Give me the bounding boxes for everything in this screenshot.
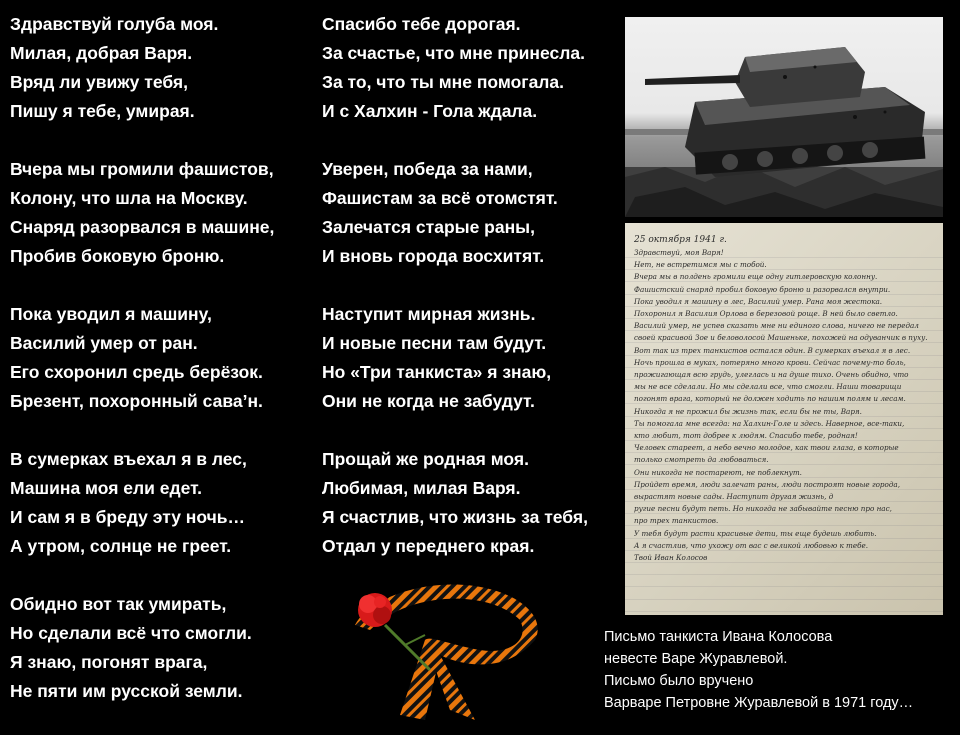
poem-line: А утром, солнце не греет. bbox=[10, 536, 232, 556]
poem-line: Его схоронил средь берёзок. bbox=[10, 362, 263, 382]
poem-line: Пока уводил я машину, bbox=[10, 304, 212, 324]
letter-line: Василий умер, не успев сказать мне ни единого слова, ничего не передал bbox=[634, 321, 919, 331]
poem-line: За то, что ты мне помогала. bbox=[322, 72, 565, 92]
letter-date: 25 октября 1941 г. bbox=[634, 235, 727, 245]
letter-line: ругие песни будут петь. Но никогда не забывайте песню про нас, bbox=[634, 504, 892, 514]
poem-line: Милая, добрая Варя. bbox=[10, 43, 193, 63]
caption-line: Письмо танкиста Ивана Колосова bbox=[604, 629, 833, 645]
letter-line: Нет, не встретимся мы с тобой. bbox=[634, 260, 767, 270]
letter-line: только смотреть да любоваться. bbox=[634, 455, 769, 465]
poem-line: Фашистам за всё отомстят. bbox=[322, 188, 558, 208]
st-george-ribbon-carnation bbox=[330, 580, 560, 720]
tank-photo bbox=[625, 17, 943, 217]
poem-line: Я счастлив, что жизнь за тебя, bbox=[322, 507, 588, 527]
letter-line: Вот так из трех танкистов остался один. В сумерках въехал я в лес. bbox=[634, 345, 911, 355]
poem-line: Наступит мирная жизнь. bbox=[322, 304, 536, 324]
poem-line: Отдал у переднего края. bbox=[322, 536, 535, 556]
poem-line: И вновь города восхитят. bbox=[322, 246, 545, 266]
poem-stanza bbox=[322, 10, 588, 126]
letter-line: Фашистский снаряд пробил боковую броню и разорвался внутри. bbox=[634, 284, 891, 294]
poem-line: Но сделали всё что смогли. bbox=[10, 623, 252, 643]
letter-line: Твой Иван Колосов bbox=[634, 553, 708, 563]
poem-line: И новые песни там будут. bbox=[322, 333, 547, 353]
poem-line: И сам я в бреду эту ночь… bbox=[10, 507, 246, 527]
letter-scan bbox=[625, 223, 943, 615]
letter-line: мы не все сделали. Но мы сделали все, что смогли. Наши товарищи bbox=[634, 382, 902, 392]
caption-line: Письмо было вручено bbox=[604, 673, 754, 689]
poem-line: Здравствуй голуба моя. bbox=[10, 14, 219, 34]
poem-line: Я знаю, погонят врага, bbox=[10, 652, 208, 672]
letter-line: про трех танкистов. bbox=[634, 516, 719, 526]
poem-line: Колону, что шла на Москву. bbox=[10, 188, 248, 208]
poem-line: Любимая, милая Варя. bbox=[322, 478, 521, 498]
poem-right-column bbox=[322, 10, 588, 590]
letter-line: вырастят новые сады. Наступит другая жизнь, д bbox=[634, 492, 834, 502]
poem-line: Снаряд разорвался в машине, bbox=[10, 217, 275, 237]
letter-line: Никогда я не прожил бы жизнь так, если бы не ты, Варя. bbox=[634, 406, 862, 416]
letter-line: Пройдет время, люди залечат раны, люди построят новые города, bbox=[634, 479, 900, 489]
letter-line: А я счастлив, что ухожу от вас с великой любовью к тебе. bbox=[634, 540, 869, 550]
poem-stanza bbox=[10, 10, 274, 126]
poem-stanza bbox=[322, 300, 588, 416]
letter-line: погонят врага, который не должен ходить по нашим полям и лесам. bbox=[634, 394, 906, 404]
poem-stanza bbox=[10, 590, 274, 706]
letter-line: своей красивой Зое и беловолосой Машеньке, похожей на одуванчик в пуху. bbox=[634, 333, 928, 343]
letter-line: Человек стареет, а небо вечно молодое, как твои глаза, в которые bbox=[634, 443, 899, 453]
letter-line: Здравствуй, моя Варя! bbox=[634, 248, 724, 257]
poem-line: Они не когда не забудут. bbox=[322, 391, 535, 411]
caption bbox=[604, 626, 913, 714]
poem-line: И с Халхин - Гола ждала. bbox=[322, 101, 538, 121]
poem-line: За счастье, что мне принесла. bbox=[322, 43, 585, 63]
poem-stanza bbox=[10, 445, 274, 561]
letter-line: кто любит, тот добрее к людям. Спасибо тебе, родная! bbox=[634, 431, 858, 441]
letter-line: Ночь прошла в муках, потеряно много крови. Сейчас почему-то боль, bbox=[634, 357, 906, 367]
poem-line: Машина моя ели едет. bbox=[10, 478, 202, 498]
poem-stanza bbox=[10, 155, 274, 271]
poem-line: Спасибо тебе дорогая. bbox=[322, 14, 521, 34]
poem-line: Пробив боковую броню. bbox=[10, 246, 225, 266]
poem-stanza bbox=[322, 445, 588, 561]
poem-line: Вряд ли увижу тебя, bbox=[10, 72, 188, 92]
letter-line: Пока уводил я машину в лес, Василий умер. Рана моя жестока. bbox=[634, 296, 883, 306]
poem-line: Брезент, похоронный сава’н. bbox=[10, 391, 263, 411]
poem-line: Обидно вот так умирать, bbox=[10, 594, 227, 614]
letter-line: прожигающая всю грудь, улеглась и на душе тихо. Очень обидно, что bbox=[634, 370, 909, 380]
poem-line: Но «Три танкиста» я знаю, bbox=[322, 362, 552, 382]
poem-line: Пишу я тебе, умирая. bbox=[10, 101, 195, 121]
poem-stanza bbox=[10, 300, 274, 416]
letter-line: Вчера мы в полдень громили еще одну гитлеровскую колонну. bbox=[634, 272, 878, 282]
letter-line: Похоронил я Василия Орлова в березовой роще. В ней было светло. bbox=[634, 309, 898, 319]
poem-line: Не пяти им русской земли. bbox=[10, 681, 243, 701]
poem-left-column bbox=[10, 10, 274, 735]
caption-line: Варваре Петровне Журавлевой в 1971 году… bbox=[604, 695, 914, 711]
letter-line: Они никогда не постареют, не поблекнут. bbox=[634, 467, 802, 477]
letter-line: У тебя будут расти красивые дети, ты еще будешь любить. bbox=[634, 528, 877, 538]
poem-line: Вчера мы громили фашистов, bbox=[10, 159, 274, 179]
letter-line: Ты помогала мне всегда: на Халхин-Голе и здесь. Наверное, все-таки, bbox=[634, 418, 905, 428]
poem-line: Василий умер от ран. bbox=[10, 333, 198, 353]
poem-stanza bbox=[322, 155, 588, 271]
poem-line: Прощай же родная моя. bbox=[322, 449, 529, 469]
poem-line: Уверен, победа за нами, bbox=[322, 159, 533, 179]
poem-line: Залечатся старые раны, bbox=[322, 217, 535, 237]
poem-line: В сумерках въехал я в лес, bbox=[10, 449, 247, 469]
caption-line: невесте Варе Журавлевой. bbox=[604, 651, 788, 667]
